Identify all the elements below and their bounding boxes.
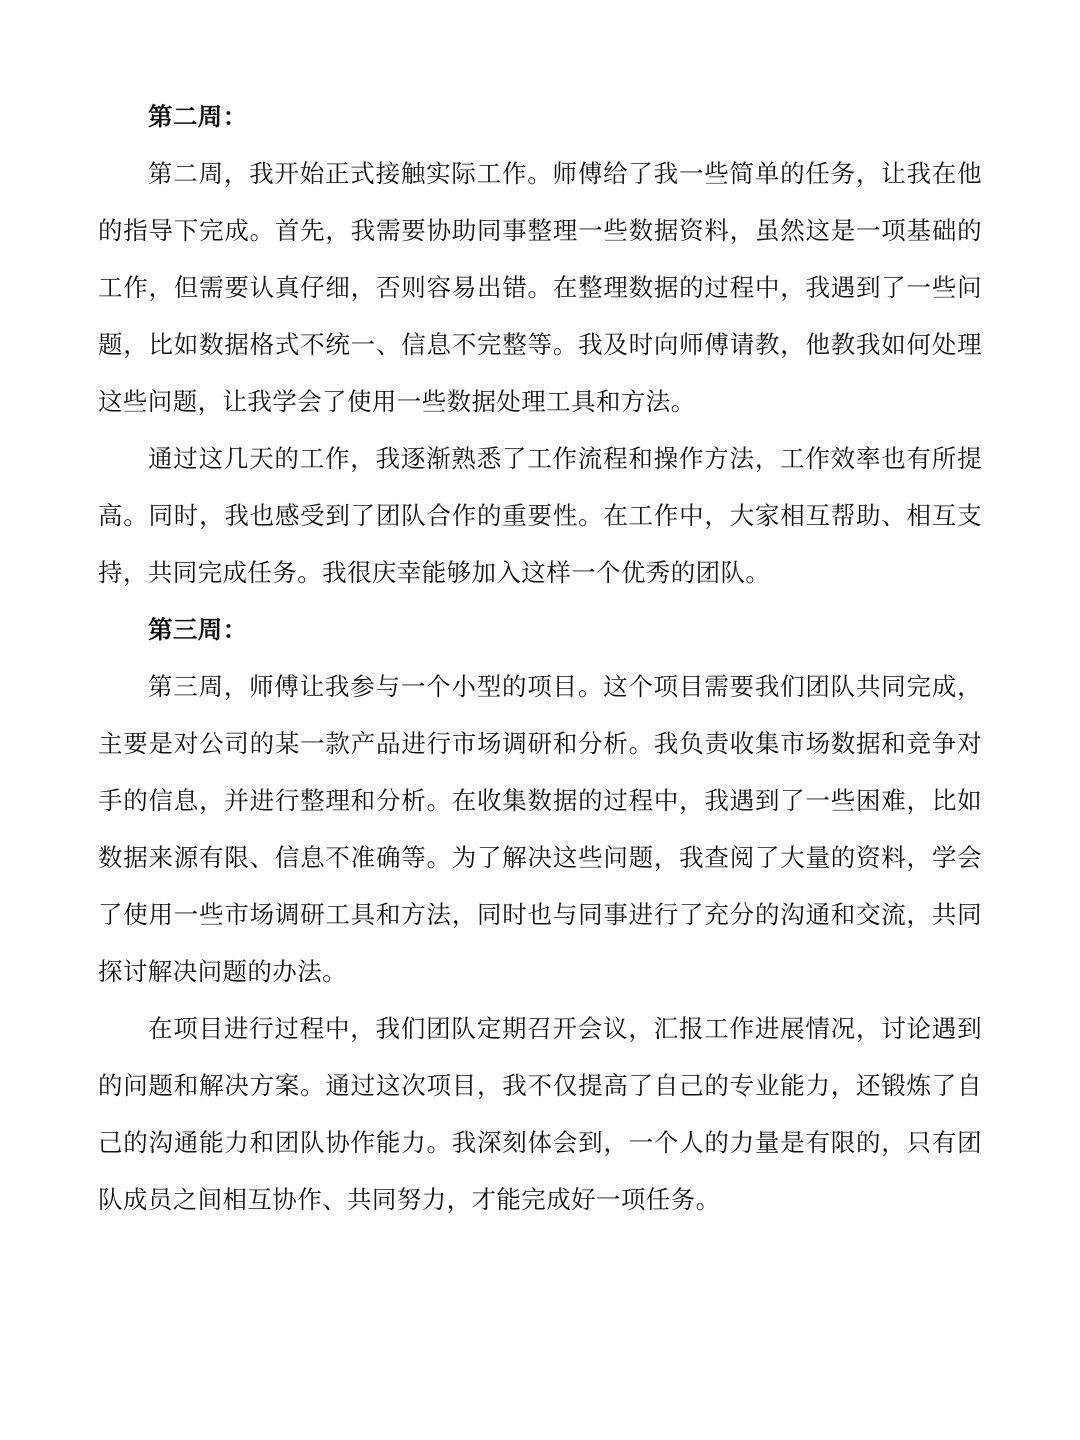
section-heading-week-2: 第二周： (148, 102, 248, 131)
document-body (98, 88, 982, 1228)
section-heading-week-3: 第三周： (148, 615, 248, 644)
paragraph-week-2-work-start: 第二周，我开始正式接触实际工作。师傅给了我一些简单的任务，让我在他的指导下完成。首先，我需要协助同事整理一些数据资料，虽然这是一项基础的工作，但需要认真仔细，否则容易出错。在整理数据的过程中，我遇到了一些问题，比如数据格式不统一、信息不完整等。我及时向师傅请教，他教我如何处理这些问题，让我学会了使用一些数据处理工具和方法。 (98, 159, 982, 416)
paragraph-week-2-teamwork: 通过这几天的工作，我逐渐熟悉了工作流程和操作方法，工作效率也有所提高。同时，我也感受到了团队合作的重要性。在工作中，大家相互帮助、相互支持，共同完成任务。我很庆幸能够加入这样一个优秀的团队。 (98, 444, 982, 587)
paragraph-week-3-project: 第三周，师傅让我参与一个小型的项目。这个项目需要我们团队共同完成，主要是对公司的某一款产品进行市场调研和分析。我负责收集市场数据和竞争对手的信息，并进行整理和分析。在收集数据的过程中，我遇到了一些困难，比如数据来源有限、信息不准确等。为了解决这些问题，我查阅了大量的资料，学会了使用一些市场调研工具和方法，同时也与同事进行了充分的沟通和交流，共同探讨解决问题的办法。 (98, 672, 982, 986)
paragraph-week-3-meetings: 在项目进行过程中，我们团队定期召开会议，汇报工作进展情况，讨论遇到的问题和解决方案。通过这次项目，我不仅提高了自己的专业能力，还锻炼了自己的沟通能力和团队协作能力。我深刻体会到，一个人的力量是有限的，只有团队成员之间相互协作、共同努力，才能完成好一项任务。 (98, 1014, 982, 1214)
